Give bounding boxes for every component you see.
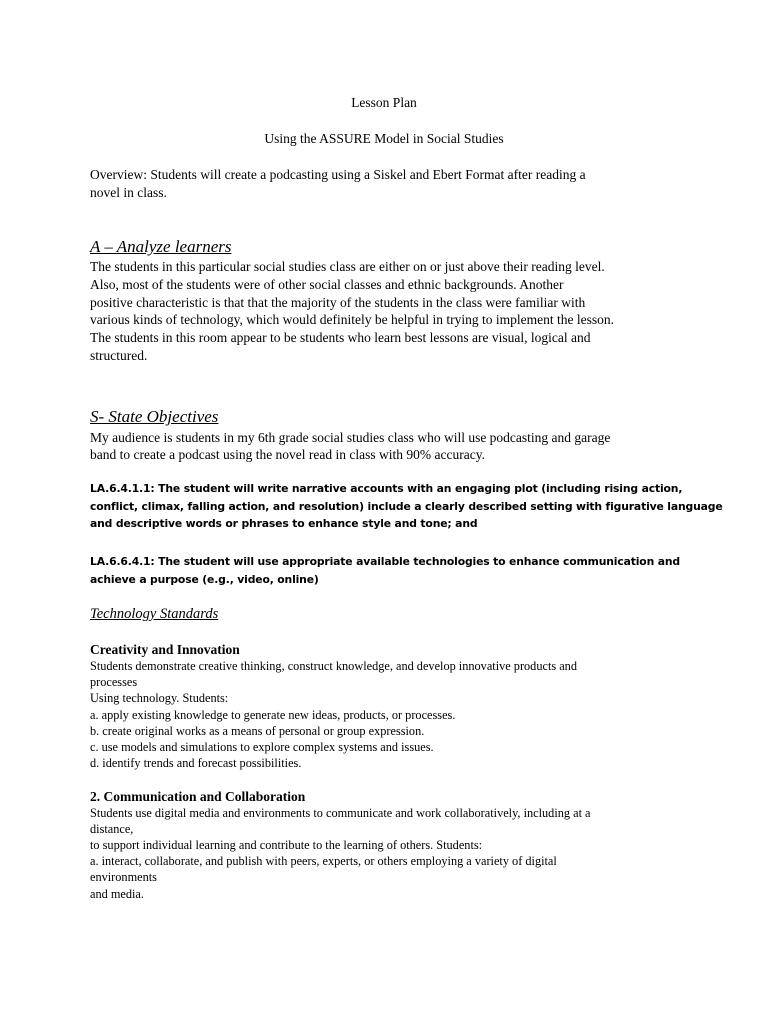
communication-line: and media. bbox=[90, 887, 144, 901]
analyze-line: various kinds of technology, which would definitely be helpful in trying to implement the lesson. bbox=[90, 312, 615, 327]
overview-line: Overview: Students will create a podcasting using a Siskel and Ebert Format after reading a bbox=[90, 167, 586, 182]
communication-line: environments bbox=[90, 870, 157, 884]
tech-standards-heading: Technology Standards bbox=[90, 606, 219, 622]
creativity-line: b. create original works as a means of personal or group expression. bbox=[90, 724, 425, 738]
analyze-line: Also, most of the students were of other social classes and ethnic backgrounds. Another bbox=[90, 277, 564, 292]
creativity-line: a. apply existing knowledge to generate new ideas, products, or processes. bbox=[90, 708, 456, 722]
standard-la-6-4-1-1: conflict, climax, falling action, and resolution) include a clearly described setting with figurative language bbox=[90, 500, 723, 513]
creativity-line: Using technology. Students: bbox=[90, 691, 229, 705]
creativity-line: processes bbox=[90, 675, 138, 689]
standard-la-6-6-4-1: LA.6.6.4.1: The student will use appropriate available technologies to enhance communication and bbox=[90, 555, 680, 568]
standard-la-6-4-1-1: and descriptive words or phrases to enhance style and tone; and bbox=[90, 517, 478, 530]
page-subtitle: Using the ASSURE Model in Social Studies bbox=[264, 131, 504, 146]
analyze-line: structured. bbox=[90, 348, 148, 363]
objectives-line: band to create a podcast using the novel read in class with 90% accuracy. bbox=[90, 447, 485, 462]
communication-line: distance, bbox=[90, 822, 134, 836]
creativity-line: d. identify trends and forecast possibilities. bbox=[90, 756, 302, 770]
analyze-line: positive characteristic is that that the majority of the students in the class were familiar with bbox=[90, 295, 586, 310]
overview-line: novel in class. bbox=[90, 185, 167, 200]
communication-heading: 2. Communication and Collaboration bbox=[90, 789, 306, 804]
analyze-line: The students in this particular social studies class are either on or just above their reading level. bbox=[90, 259, 605, 274]
creativity-line: c. use models and simulations to explore complex systems and issues. bbox=[90, 740, 434, 754]
page-title: Lesson Plan bbox=[351, 95, 417, 110]
analyze-line: The students in this room appear to be students who learn best lessons are visual, logical and bbox=[90, 330, 591, 345]
creativity-line: Students demonstrate creative thinking, construct knowledge, and develop innovative products and bbox=[90, 659, 577, 673]
communication-line: a. interact, collaborate, and publish with peers, experts, or others employing a variety of digital bbox=[90, 854, 557, 868]
communication-line: Students use digital media and environments to communicate and work collaboratively, including at a bbox=[90, 806, 591, 820]
analyze-heading: A – Analyze learners bbox=[90, 237, 232, 256]
communication-line: to support individual learning and contribute to the learning of others. Students: bbox=[90, 838, 483, 852]
creativity-heading: Creativity and Innovation bbox=[90, 642, 240, 657]
standard-la-6-4-1-1: LA.6.4.1.1: The student will write narrative accounts with an engaging plot (including rising action, bbox=[90, 482, 683, 495]
objectives-heading: S- State Objectives bbox=[90, 407, 219, 426]
objectives-line: My audience is students in my 6th grade social studies class who will use podcasting and garage bbox=[90, 430, 611, 445]
standard-la-6-6-4-1: achieve a purpose (e.g., video, online) bbox=[90, 573, 319, 586]
